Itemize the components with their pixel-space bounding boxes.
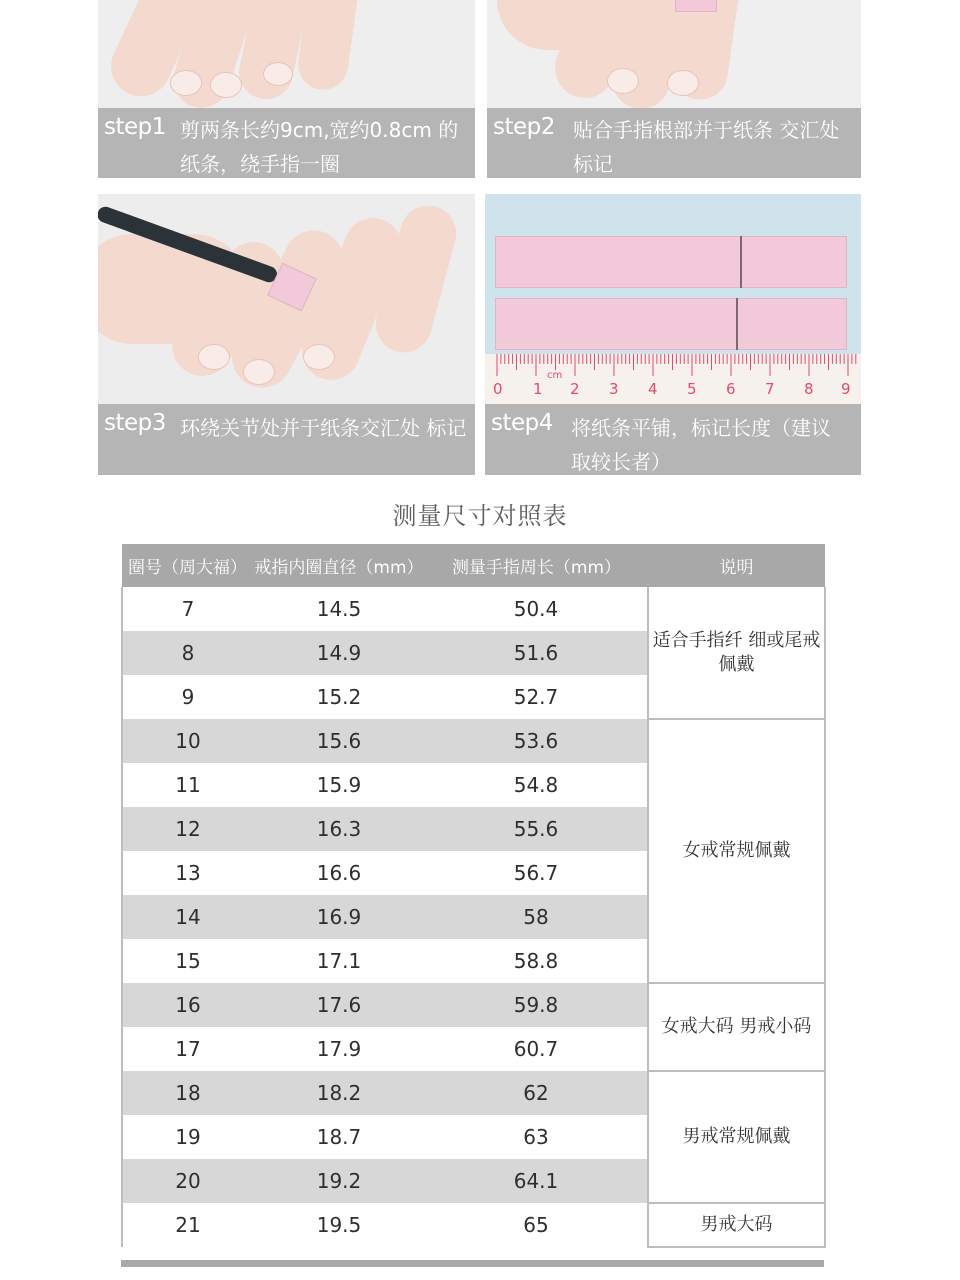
ruler <box>485 354 861 404</box>
cell-circumference: 56.7 <box>425 851 648 895</box>
cell-diameter: 17.9 <box>253 1027 425 1071</box>
step4-text: 将纸条平铺，标记长度（建议 取较长者） <box>571 416 831 474</box>
cell-circumference: 52.7 <box>425 675 648 719</box>
ruler-number: 2 <box>570 380 580 398</box>
cell-circumference: 53.6 <box>425 719 648 763</box>
cell-circumference: 65 <box>425 1203 648 1247</box>
cell-diameter: 16.6 <box>253 851 425 895</box>
cell-diameter: 16.3 <box>253 807 425 851</box>
header-circumference: 测量手指周长（mm） <box>425 544 648 587</box>
ruler-number: 5 <box>687 380 697 398</box>
cell-size: 12 <box>122 807 253 851</box>
cell-size: 17 <box>122 1027 253 1071</box>
cell-circumference: 54.8 <box>425 763 648 807</box>
cell-size: 18 <box>122 1071 253 1115</box>
cell-circumference: 50.4 <box>425 587 648 631</box>
step1-label: step1 <box>104 114 166 140</box>
cell-size: 8 <box>122 631 253 675</box>
paper-strip-1 <box>495 236 847 288</box>
ruler-ticks <box>485 354 861 378</box>
table-row <box>122 983 825 1027</box>
ruler-number: 7 <box>765 380 775 398</box>
step4-label: step4 <box>491 410 553 436</box>
step1-text: 剪两条长约9cm,宽约0.8cm 的纸条，绕手指一圈 <box>180 118 459 176</box>
cell-circumference: 51.6 <box>425 631 648 675</box>
cell-size: 11 <box>122 763 253 807</box>
cell-circumference: 62 <box>425 1071 648 1115</box>
step4-caption <box>485 404 861 475</box>
cell-diameter: 16.9 <box>253 895 425 939</box>
step2-label: step2 <box>493 114 555 140</box>
ruler-number: 1 <box>533 380 543 398</box>
cell-diameter: 17.1 <box>253 939 425 983</box>
step2-photo <box>487 0 861 108</box>
cell-note: 女戒大码 男戒小码 <box>648 983 825 1071</box>
cell-size: 21 <box>122 1203 253 1247</box>
ruler-unit: cm <box>547 370 563 381</box>
cell-diameter: 15.2 <box>253 675 425 719</box>
cell-diameter: 19.2 <box>253 1159 425 1203</box>
header-size: 圈号（周大福） <box>122 544 253 587</box>
step3-caption <box>98 404 475 475</box>
cell-size: 14 <box>122 895 253 939</box>
size-table <box>121 544 826 1248</box>
step1-caption <box>98 108 475 178</box>
cell-circumference: 63 <box>425 1115 648 1159</box>
step3-label: step3 <box>104 410 166 436</box>
ruler-number: 3 <box>609 380 619 398</box>
step2-caption <box>487 108 861 178</box>
cell-note: 适合手指纤 细或尾戒佩戴 <box>648 587 825 719</box>
step3-photo <box>98 194 475 404</box>
table-bottom-bar <box>121 1260 824 1267</box>
cell-size: 20 <box>122 1159 253 1203</box>
step3-panel <box>98 194 475 475</box>
cell-circumference: 59.8 <box>425 983 648 1027</box>
cell-diameter: 18.2 <box>253 1071 425 1115</box>
ruler-number: 6 <box>726 380 736 398</box>
ruler-number: 8 <box>804 380 814 398</box>
cell-diameter: 14.9 <box>253 631 425 675</box>
table-row <box>122 587 825 631</box>
table-row <box>122 719 825 763</box>
table-row <box>122 1071 825 1115</box>
cell-size: 15 <box>122 939 253 983</box>
cell-circumference: 58.8 <box>425 939 648 983</box>
cell-size: 10 <box>122 719 253 763</box>
table-header-row <box>122 544 825 587</box>
cell-size: 7 <box>122 587 253 631</box>
cell-diameter: 15.9 <box>253 763 425 807</box>
step1-photo <box>98 0 475 108</box>
step2-text: 贴合手指根部并于纸条 交汇处标记 <box>573 118 840 176</box>
cell-diameter: 19.5 <box>253 1203 425 1247</box>
paper-strip-2 <box>495 298 847 350</box>
ruler-number: 0 <box>493 380 503 398</box>
cell-note: 男戒大码 <box>648 1203 825 1247</box>
step4-photo <box>485 194 861 404</box>
cell-diameter: 17.6 <box>253 983 425 1027</box>
step1-panel <box>98 0 475 178</box>
header-diameter: 戒指内圈直径（mm） <box>253 544 425 587</box>
step2-panel <box>487 0 861 178</box>
header-note: 说明 <box>648 544 825 587</box>
table-body <box>122 587 825 1247</box>
step3-text: 环绕关节处并于纸条交汇处 标记 <box>180 416 467 440</box>
cell-size: 19 <box>122 1115 253 1159</box>
cell-note: 女戒常规佩戴 <box>648 719 825 983</box>
cell-circumference: 55.6 <box>425 807 648 851</box>
ruler-number: 4 <box>648 380 658 398</box>
ruler-number: 9 <box>841 380 851 398</box>
cell-circumference: 58 <box>425 895 648 939</box>
step4-panel <box>485 194 861 475</box>
cell-diameter: 15.6 <box>253 719 425 763</box>
cell-circumference: 60.7 <box>425 1027 648 1071</box>
cell-size: 9 <box>122 675 253 719</box>
cell-note: 男戒常规佩戴 <box>648 1071 825 1203</box>
table-title: 测量尺寸对照表 <box>392 502 568 530</box>
cell-diameter: 18.7 <box>253 1115 425 1159</box>
cell-size: 16 <box>122 983 253 1027</box>
table-row <box>122 1203 825 1247</box>
cell-size: 13 <box>122 851 253 895</box>
cell-diameter: 14.5 <box>253 587 425 631</box>
cell-circumference: 64.1 <box>425 1159 648 1203</box>
